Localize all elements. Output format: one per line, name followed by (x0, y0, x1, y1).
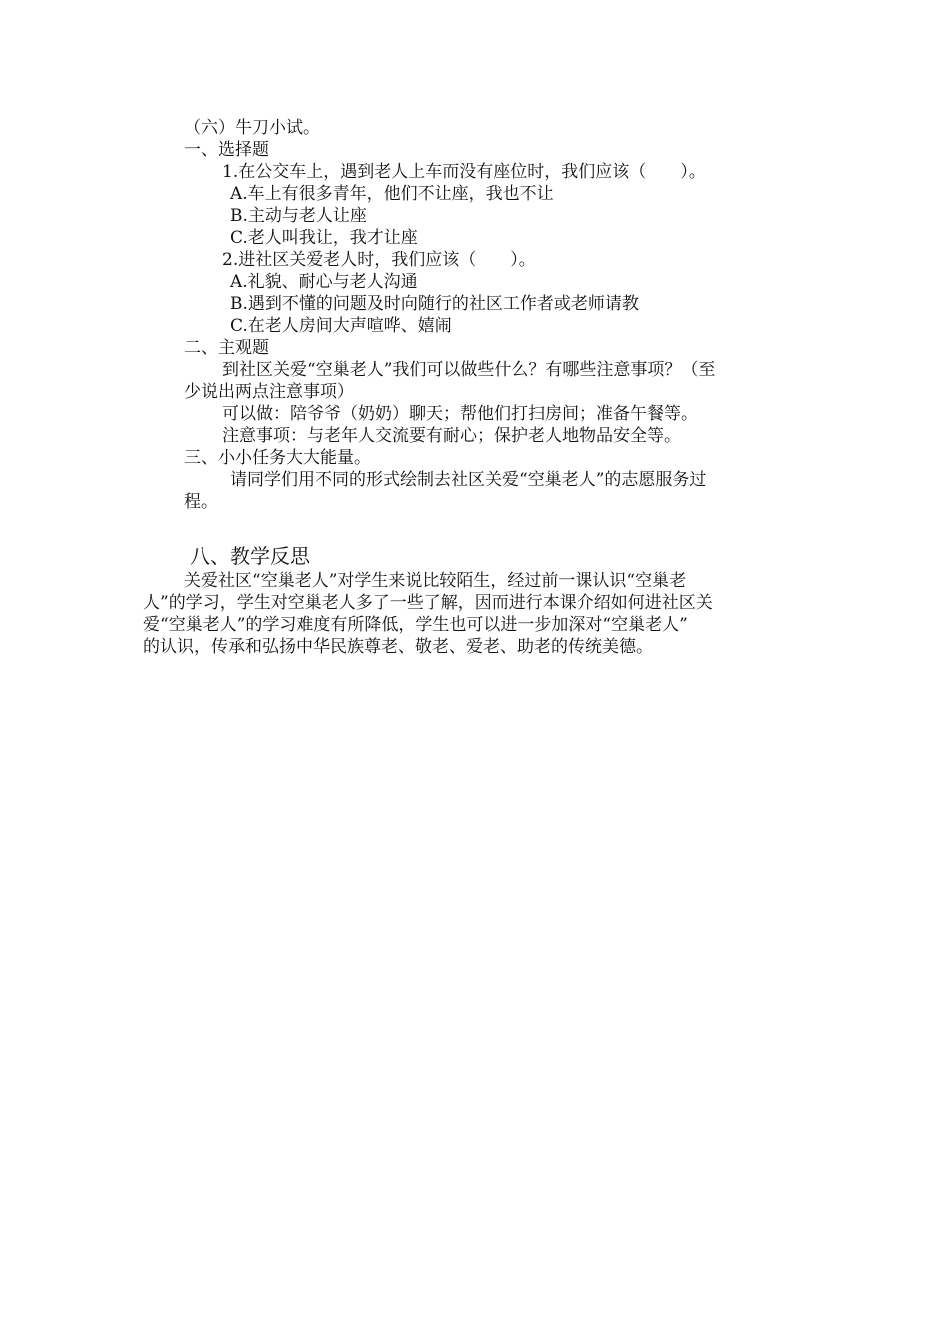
part1-heading: 一、选择题 (184, 140, 269, 160)
q1-option-a: A.车上有很多青年，他们不让座，我也不让 (230, 184, 554, 204)
reflection-line-4: 的认识，传承和弘扬中华民族尊老、敬老、爱老、助老的传统美德。 (143, 637, 653, 657)
q2-option-c: C.在老人房间大声喧哗、嬉闹 (230, 316, 452, 336)
section-six-title: （六）牛刀小试。 (184, 118, 320, 138)
part2-heading: 二、主观题 (184, 338, 269, 358)
reflection-line-3: 爱“空巢老人”的学习难度有所降低，学生也可以进一步加深对“空巢老人” (143, 615, 688, 635)
part2-answer-notes: 注意事项：与老年人交流要有耐心；保护老人地物品安全等。 (222, 426, 681, 446)
part3-heading: 三、小小任务大大能量。 (184, 448, 371, 468)
part2-answer-can-do: 可以做：陪爷爷（奶奶）聊天；帮他们打扫房间；准备午餐等。 (222, 404, 698, 424)
q2-stem: 2.进社区关爱老人时，我们应该（ ）。 (222, 250, 536, 270)
q1-stem: 1.在公交车上，遇到老人上车而没有座位时，我们应该（ ）。 (222, 162, 706, 182)
q2-option-a: A.礼貌、耐心与老人沟通 (230, 272, 418, 292)
reflection-line-2: 人”的学习，学生对空巢老人多了一些了解，因而进行本课介绍如何进社区关 (143, 593, 713, 613)
q2-option-b: B.遇到不懂的问题及时向随行的社区工作者或老师请教 (230, 294, 639, 314)
part2-question-line1: 到社区关爱“空巢老人”我们可以做些什么？有哪些注意事项？（至 (222, 360, 716, 380)
section-eight-title: 八、教学反思 (190, 544, 310, 568)
part2-question-line2: 少说出两点注意事项） (184, 382, 354, 402)
q1-option-b: B.主动与老人让座 (230, 206, 367, 226)
q1-option-c: C.老人叫我让，我才让座 (230, 228, 418, 248)
reflection-line-1: 关爱社区“空巢老人”对学生来说比较陌生，经过前一课认识“空巢老 (184, 571, 687, 591)
part3-task-line2: 程。 (184, 492, 218, 512)
part3-task-line1: 请同学们用不同的形式绘制去社区关爱“空巢老人”的志愿服务过 (230, 470, 707, 490)
